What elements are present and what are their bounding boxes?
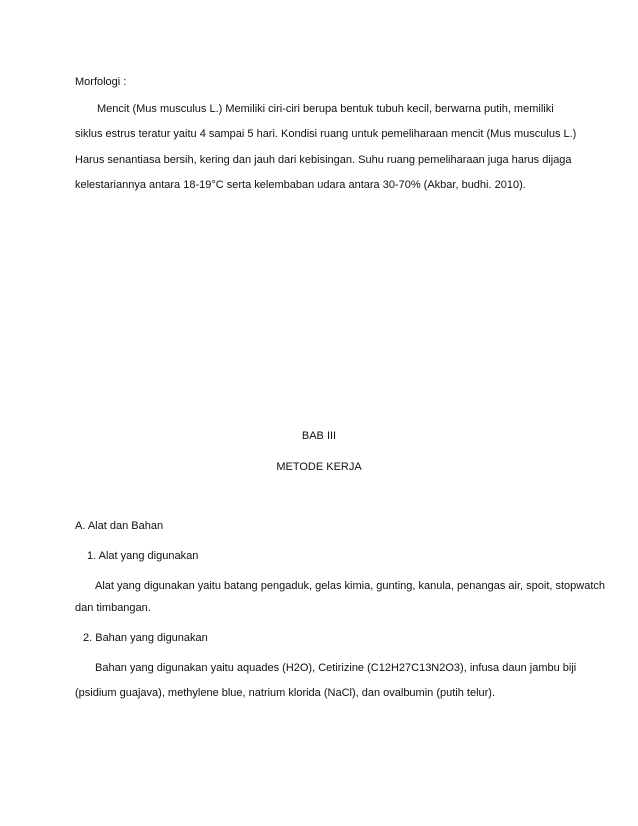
morphology-line-3: Harus senantiasa bersih, kering dan jauh dari kebisingan. Suhu ruang pemeliharaan juga harus dijaga	[75, 154, 572, 166]
materials-line-1: Bahan yang digunakan yaitu aquades (H2O), Cetirizine (C12H27C13N2O3), infusa daun jambu biji	[95, 662, 577, 674]
section-a-heading: A. Alat dan Bahan	[75, 520, 164, 532]
morphology-line-1: Mencit (Mus musculus L.) Memiliki ciri-ciri berupa bentuk tubuh kecil, berwarna putih, memiliki	[97, 103, 554, 115]
tools-line-1: Alat yang digunakan yaitu batang pengaduk, gelas kimia, gunting, kanula, penangas air, spoit, stopwatch	[95, 580, 606, 592]
morphology-line-4: kelestariannya antara 18-19°C serta kelembaban udara antara 30-70% (Akbar, budhi. 2010).	[75, 179, 526, 191]
chapter-number: BAB III	[301, 430, 337, 442]
morphology-heading: Morfologi :	[75, 76, 127, 88]
chapter-title: METODE KERJA	[276, 461, 362, 473]
morphology-line-2: siklus estrus teratur yaitu 4 sampai 5 hari. Kondisi ruang untuk pemeliharaan mencit (Mus musculus L.)	[75, 128, 577, 140]
materials-heading: 2. Bahan yang digunakan	[83, 632, 208, 644]
tools-line-2: dan timbangan.	[75, 602, 151, 614]
materials-line-2: (psidium guajava), methylene blue, natrium klorida (NaCl), dan ovalbumin (putih telur).	[75, 687, 496, 699]
tools-heading: 1. Alat yang digunakan	[87, 550, 199, 562]
